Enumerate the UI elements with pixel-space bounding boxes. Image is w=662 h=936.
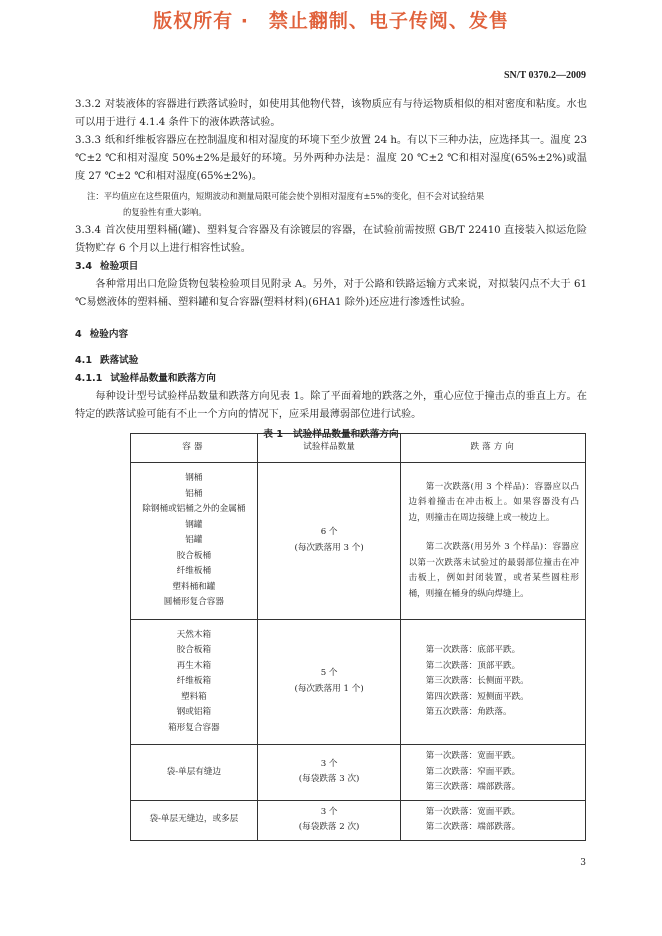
direction-cell xyxy=(401,745,586,801)
direction-text: 第二次跌落(用另外 3 个样品)：容器应以第一次跌落未试验过的最弱部位撞击在冲击板上，例如封闭装置，或者某些圆柱形桶，则撞在桶身的纵向焊缝上。 xyxy=(408,542,579,599)
clause-3-3-4 xyxy=(75,222,587,258)
table-title: 试验样品数量和跌落方向 xyxy=(293,429,399,440)
container-type: 钢或铝箱 xyxy=(176,707,212,717)
drop-test-table xyxy=(130,433,586,841)
direction-text: 第一次跌落：宽面平跌。 xyxy=(425,806,521,817)
note xyxy=(75,188,587,220)
direction-text: 第五次跌落：角跌落。 xyxy=(425,707,512,717)
page-number: 3 xyxy=(580,858,586,868)
quantity-text: 5 个 xyxy=(320,668,338,679)
container-type: 铝罐 xyxy=(185,535,203,545)
clause-number: 3.3.3 xyxy=(75,135,101,146)
clause-number: 3.3.2 xyxy=(75,99,101,110)
container-cell xyxy=(131,463,258,620)
container-type: 胶合板箱 xyxy=(176,645,212,655)
heading-number: 4 xyxy=(75,329,82,340)
heading-4 xyxy=(75,326,587,344)
container-type: 袋-单层有缝边 xyxy=(166,766,222,777)
quantity-text: 6 个 xyxy=(320,527,338,538)
container-type: 再生木箱 xyxy=(176,660,212,671)
container-type: 胶合板桶 xyxy=(176,550,212,561)
direction-text: 第二次跌落：端部跌落。 xyxy=(425,822,521,832)
heading-title: 检验内容 xyxy=(89,329,129,340)
clause-number: 3.3.4 xyxy=(75,225,101,236)
quantity-text: (每次跌落用 1 个) xyxy=(294,683,364,694)
container-type: 除钢桶或铝桶之外的金属桶 xyxy=(142,504,246,514)
table-row xyxy=(131,745,586,801)
heading-4-1-1 xyxy=(75,370,587,388)
direction-cell xyxy=(401,800,586,840)
quantity-text: (每次跌落用 3 个) xyxy=(294,542,364,553)
note-line: 注：平均值应在这些限值内，短期波动和测量局限可能会使个别相对湿度有±5%的变化，但不会对试验结果 xyxy=(87,191,485,201)
container-type: 铝桶 xyxy=(185,488,203,499)
quantity-cell xyxy=(257,463,401,620)
heading-title: 检验项目 xyxy=(100,261,139,272)
quantity-text: 3 个 xyxy=(320,806,338,817)
header-container: 容器 xyxy=(131,434,258,463)
heading-3-4 xyxy=(75,258,587,276)
table-row xyxy=(131,463,586,620)
quantity-text: (每袋跌落 3 次) xyxy=(298,774,360,785)
direction-text: 第三次跌落：端部跌落。 xyxy=(425,782,521,792)
container-type: 圆桶形复合容器 xyxy=(163,597,224,607)
container-type: 塑料箱 xyxy=(180,691,207,702)
direction-text: 第二次跌落：窄面平跌。 xyxy=(425,766,521,777)
container-type: 箱形复合容器 xyxy=(168,722,220,733)
heading-4-1 xyxy=(75,352,587,370)
quantity-text: 3 个 xyxy=(320,758,338,769)
table-row xyxy=(131,619,586,745)
container-cell xyxy=(131,619,258,745)
container-type: 袋-单层无缝边，或多层 xyxy=(149,814,239,825)
direction-text: 第一次跌落：宽面平跌。 xyxy=(425,751,521,761)
standard-code: SN/T 0370.2—2009 xyxy=(503,70,586,81)
copyright-watermark: 版权所有 · 禁止翻制、电子传阅、发售 xyxy=(153,10,509,32)
table-wrapper xyxy=(130,433,586,841)
quantity-cell xyxy=(257,619,401,745)
direction-text: 第一次跌落(用 3 个样品)：容器应以凸边斜着撞击在冲击板上。如果容器没有凸边，则撞击在周边接缝上或一棱边上。 xyxy=(408,481,579,523)
heading-title: 试验样品数量和跌落方向 xyxy=(110,373,216,384)
container-type: 纤维板桶 xyxy=(176,566,212,576)
direction-cell xyxy=(401,619,586,745)
direction-text: 第一次跌落：底部平跌。 xyxy=(425,645,521,655)
clause-text: 对装液体的容器进行跌落试验时，如使用其他物代替，该物质应有与待运物质相似的相对密度和粘度。水也可以用于进行 4.1.4 条件下的液体跌落试验。 xyxy=(75,99,587,128)
quantity-cell xyxy=(257,745,401,801)
heading-number: 3.4 xyxy=(75,261,92,272)
direction-text: 第四次跌落：短侧面平跌。 xyxy=(425,691,529,702)
direction-cell xyxy=(401,463,586,620)
container-type: 钢桶 xyxy=(185,473,203,483)
header-quantity: 试验样品数量 xyxy=(257,434,401,463)
clause-text: 首次使用塑料桶(罐)、塑料复合容器及有涂镀层的容器，在试验前需按照 GB/T 22410 直接装入拟运危险货物贮存 6 个月以上进行相容性试验。 xyxy=(75,225,587,254)
header-direction: 跌落方向 xyxy=(401,434,586,463)
table-number: 表 1 xyxy=(263,429,284,440)
container-type: 塑料桶和罐 xyxy=(172,581,216,592)
heading-title: 跌落试验 xyxy=(100,355,139,366)
clause-4-1-1-text: 每种设计型号试验样品数量和跌落方向见表 1。除了平面着地的跌落之外，重心应位于撞击点的垂直上方。在特定的跌落试验可能有不止一个方向的情况下，应采用最薄弱部位进行试验。 xyxy=(75,391,587,420)
document-body xyxy=(75,96,587,448)
container-cell xyxy=(131,800,258,840)
direction-text: 第二次跌落：顶部平跌。 xyxy=(425,660,521,671)
heading-number: 4.1.1 xyxy=(75,373,103,384)
clause-3-3-3 xyxy=(75,132,587,186)
quantity-cell xyxy=(257,800,401,840)
container-cell xyxy=(131,745,258,801)
heading-number: 4.1 xyxy=(75,355,92,366)
quantity-text: (每袋跌落 2 次) xyxy=(298,822,360,832)
container-type: 钢罐 xyxy=(185,519,203,530)
note-line: 的复验性有重大影响。 xyxy=(123,207,207,217)
clause-text: 纸和纤维板容器应在控制温度和相对湿度的环境下至少放置 24 h。有以下三种办法，应选择其一。温度 23 ℃±2 ℃和相对湿度 50%±2%是最好的环境。另外两种办法是：温度 20 ℃±2 ℃和相对湿度(65%±2%)或温度 27 ℃±2 ℃和相对湿度(65%±2%)。 xyxy=(75,135,587,182)
container-type: 天然木箱 xyxy=(176,629,212,640)
table-header-row xyxy=(131,434,586,463)
clause-3-3-2 xyxy=(75,96,587,132)
direction-text: 第三次跌落：长侧面平跌。 xyxy=(425,676,529,686)
table-row xyxy=(131,800,586,840)
clause-3-4-text: 各种常用出口危险货物包装检验项目见附录 A。另外，对于公路和铁路运输方式来说，对拟装闪点不大于 61 ℃易燃液体的塑料桶、塑料罐和复合容器(塑料材料)(6HA1 除外)还应进行渗透性试验。 xyxy=(75,279,587,308)
container-type: 纤维板箱 xyxy=(176,676,212,686)
